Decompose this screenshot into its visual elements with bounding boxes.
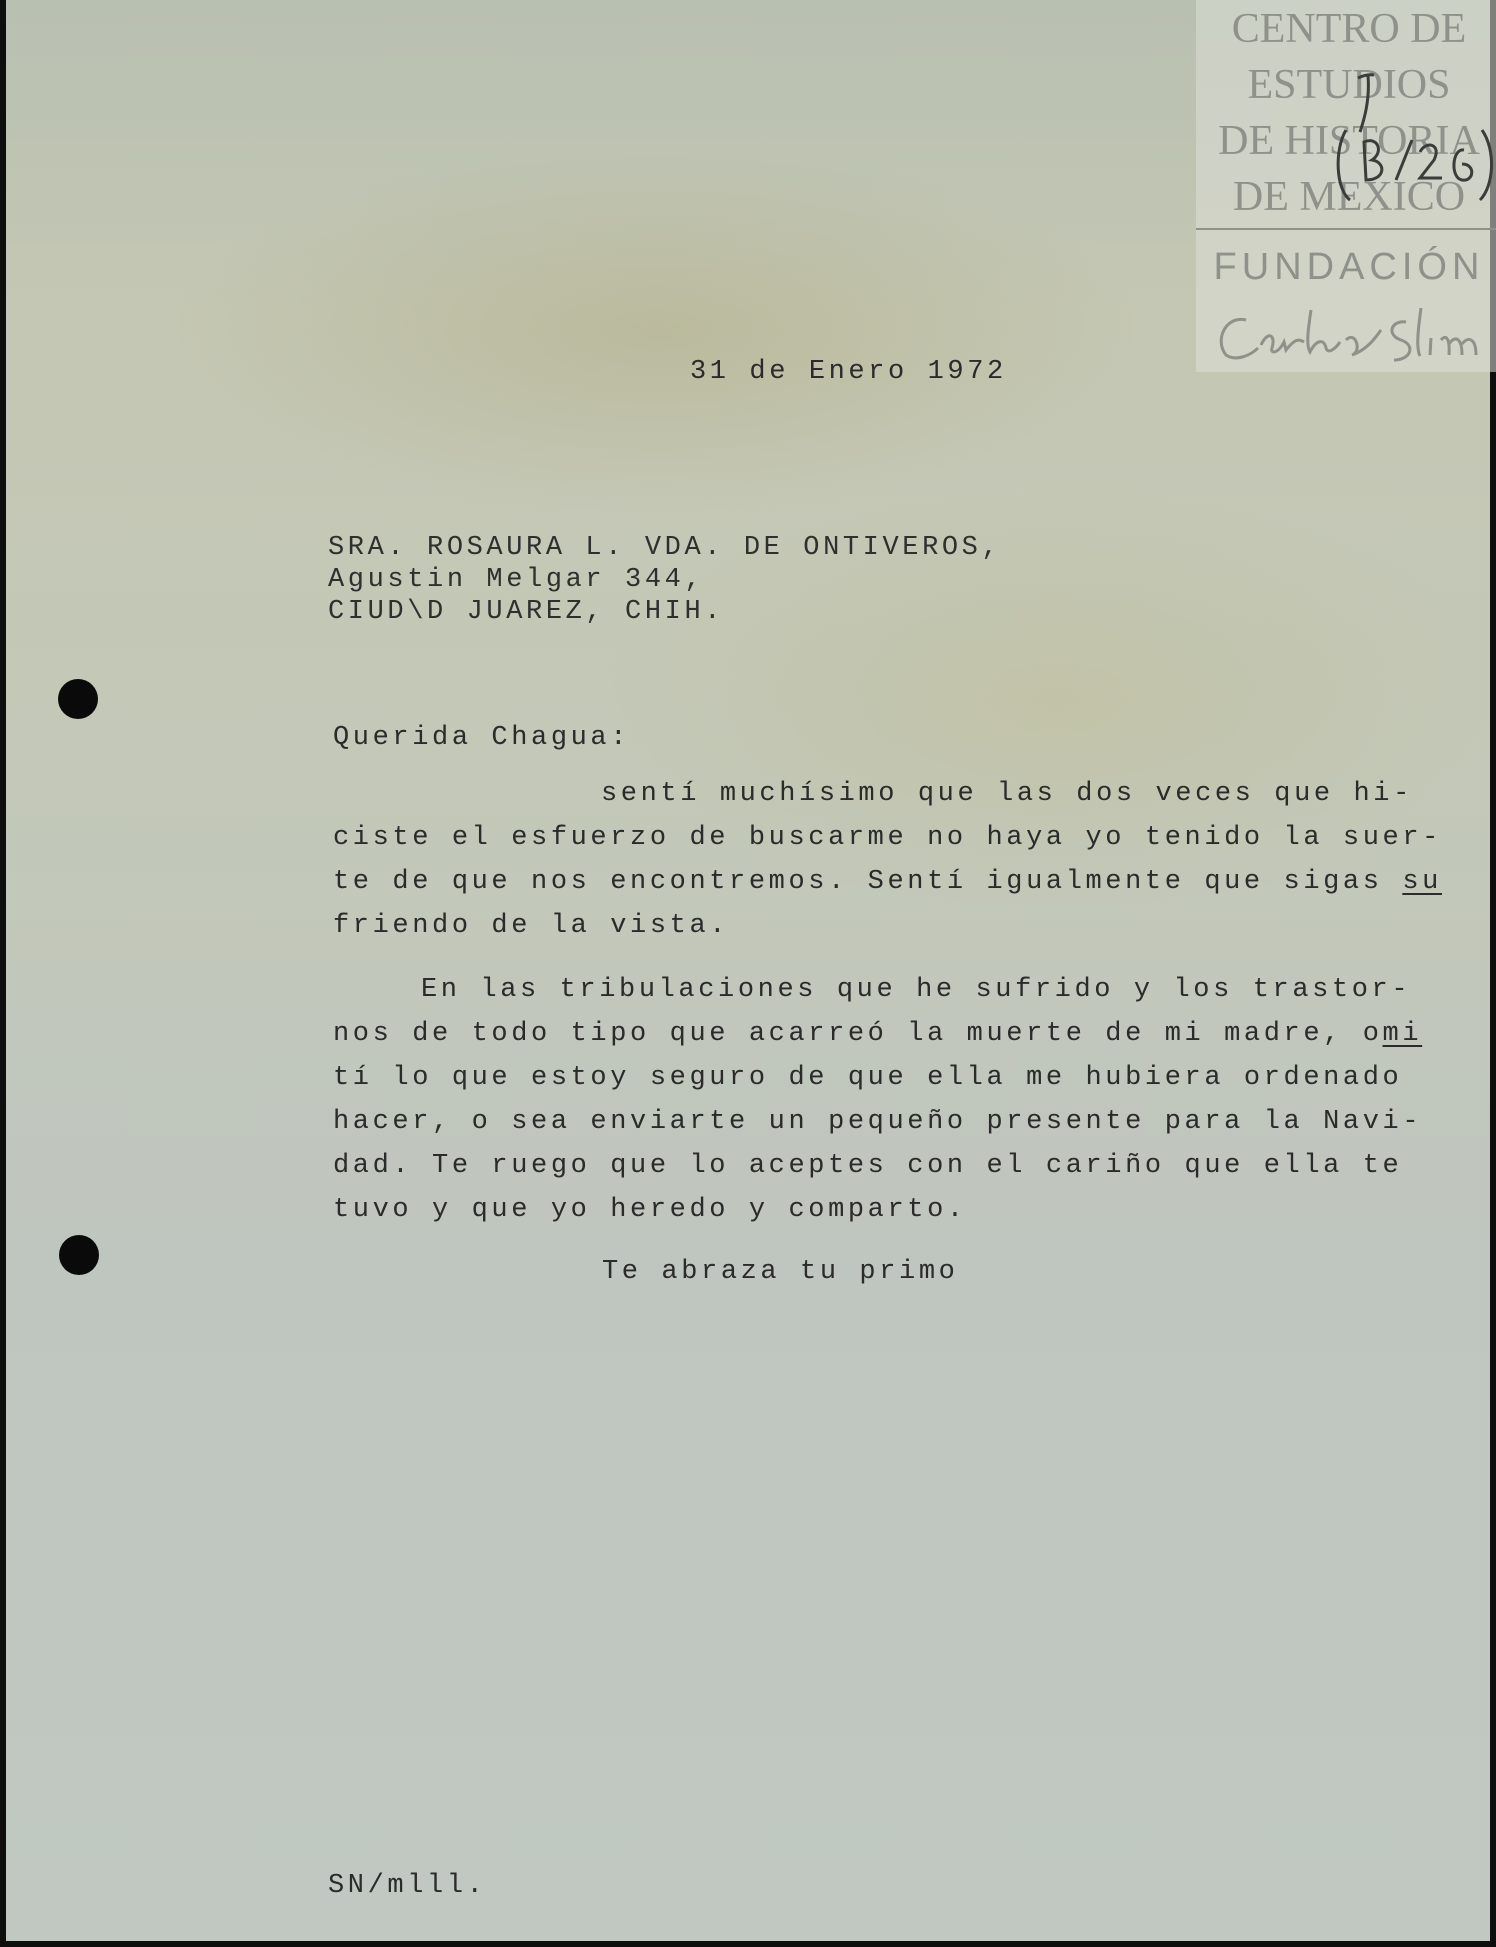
reference-initials: SN/mlll. xyxy=(328,1871,487,1901)
paragraph-2-line-6: tuvo y que yo heredo y comparto. xyxy=(333,1195,967,1225)
recipient-name: SRA. ROSAURA L. VDA. DE ONTIVEROS, xyxy=(328,533,1002,563)
paragraph-1-line-3 xyxy=(333,866,1442,898)
underlined-syllable: mi xyxy=(1382,1019,1423,1049)
paragraph-2-line-1: En las tribulaciones que he sufrido y los trastor- xyxy=(421,975,1412,1005)
stamp-foundation: FUNDACIÓN xyxy=(1213,246,1485,288)
signature-logo xyxy=(1206,300,1496,370)
paragraph-1-line-1: sentí muchísimo que las dos veces que hi- xyxy=(601,779,1413,809)
closing: Te abraza tu primo xyxy=(602,1257,959,1287)
handwritten-reference xyxy=(1316,60,1496,220)
letter-date: 31 de Enero 1972 xyxy=(690,357,1007,387)
stamp-line-1: CENTRO DE xyxy=(1231,6,1467,52)
letter-paper xyxy=(6,0,1490,1941)
paragraph-2-line-2-text: nos de todo tipo que acarreó la muerte de mi madre, o xyxy=(333,1019,1383,1049)
stamp-divider xyxy=(1196,228,1496,230)
paragraph-2-line-3: tí lo que estoy seguro de que ella me hubiera ordenado xyxy=(333,1063,1403,1093)
stamp-line-2: ESTUDIOS xyxy=(1247,62,1451,108)
punch-hole-lower xyxy=(59,1235,99,1275)
paragraph-1-line-4: friendo de la vista. xyxy=(333,911,730,941)
stamp-line-4: DE MEXICO xyxy=(1232,174,1466,220)
stamp-line-3: DE HISTORIA xyxy=(1218,118,1480,164)
recipient-street: Agustin Melgar 344, xyxy=(328,565,705,595)
recipient-city: CIUD\D JUAREZ, CHIH. xyxy=(328,597,725,627)
underlined-syllable: su xyxy=(1402,867,1442,897)
paragraph-2-line-5: dad. Te ruego que lo aceptes con el cariño que ella te xyxy=(333,1151,1403,1181)
salutation: Querida Chagua: xyxy=(333,723,631,753)
punch-hole-upper xyxy=(58,679,98,719)
paragraph-2-line-2 xyxy=(333,1018,1422,1050)
paragraph-2-line-4: hacer, o sea enviarte un pequeño presente para la Navi- xyxy=(333,1107,1423,1137)
paragraph-1-line-2: ciste el esfuerzo de buscarme no haya yo tenido la suer- xyxy=(333,823,1442,853)
paragraph-1-line-3-text: te de que nos encontremos. Sentí igualmente que sigas xyxy=(333,867,1403,897)
